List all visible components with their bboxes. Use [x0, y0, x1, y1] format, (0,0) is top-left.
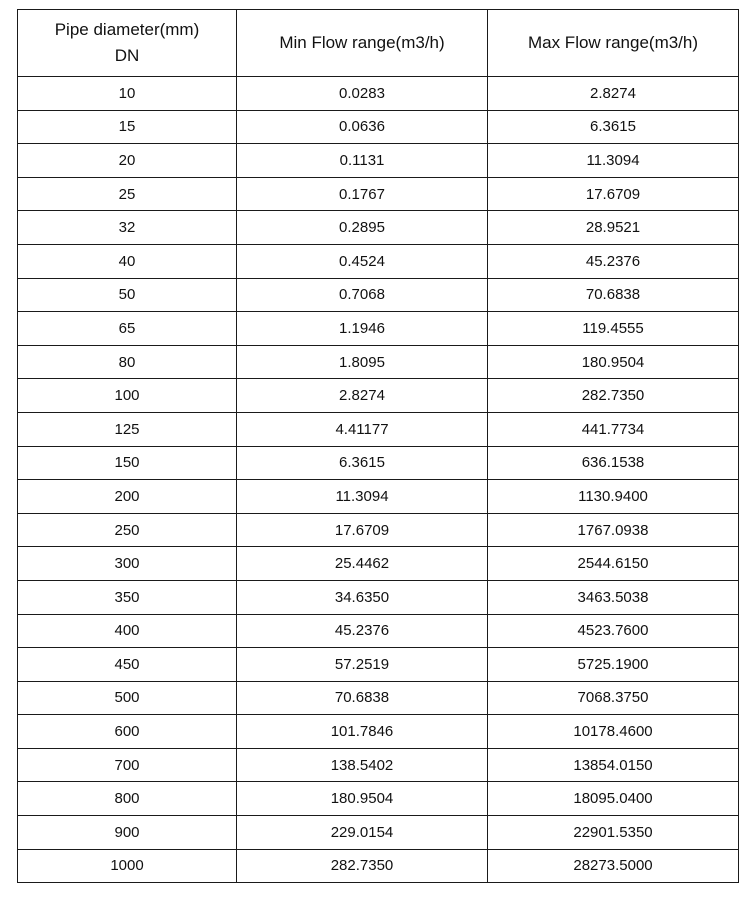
cell-min-flow: 1.1946: [237, 312, 488, 346]
cell-dn: 15: [18, 110, 237, 144]
table-row: [18, 77, 739, 111]
cell-max-flow: 6.3615: [488, 110, 739, 144]
table-row: [18, 211, 739, 245]
cell-max-flow: 17.6709: [488, 177, 739, 211]
header-max-flow: Max Flow range(m3/h): [488, 10, 739, 77]
cell-dn: 300: [18, 547, 237, 581]
cell-dn: 700: [18, 748, 237, 782]
cell-max-flow: 3463.5038: [488, 580, 739, 614]
flow-range-table-container: [17, 9, 738, 883]
cell-max-flow: 70.6838: [488, 278, 739, 312]
header-pipe-diameter: [18, 10, 237, 77]
cell-dn: 600: [18, 715, 237, 749]
header-pipe-diameter-line2: DN: [114, 46, 140, 65]
cell-min-flow: 0.0636: [237, 110, 488, 144]
table-row: [18, 547, 739, 581]
table-row: [18, 144, 739, 178]
cell-dn: 150: [18, 446, 237, 480]
table-row: [18, 312, 739, 346]
cell-max-flow: 1767.0938: [488, 513, 739, 547]
table-row: [18, 480, 739, 514]
cell-min-flow: 45.2376: [237, 614, 488, 648]
cell-dn: 1000: [18, 849, 237, 883]
cell-max-flow: 5725.1900: [488, 648, 739, 682]
table-row: [18, 379, 739, 413]
cell-max-flow: 22901.5350: [488, 816, 739, 850]
table-row: [18, 614, 739, 648]
cell-dn: 125: [18, 412, 237, 446]
table-row: [18, 446, 739, 480]
cell-min-flow: 6.3615: [237, 446, 488, 480]
cell-min-flow: 70.6838: [237, 681, 488, 715]
table-body: [18, 77, 739, 883]
cell-dn: 350: [18, 580, 237, 614]
cell-dn: 450: [18, 648, 237, 682]
cell-max-flow: 636.1538: [488, 446, 739, 480]
cell-dn: 80: [18, 345, 237, 379]
cell-dn: 40: [18, 244, 237, 278]
table-row: [18, 681, 739, 715]
table-row: [18, 715, 739, 749]
cell-min-flow: 57.2519: [237, 648, 488, 682]
cell-max-flow: 2544.6150: [488, 547, 739, 581]
cell-dn: 25: [18, 177, 237, 211]
table-header-row: [18, 10, 739, 77]
cell-min-flow: 0.4524: [237, 244, 488, 278]
cell-max-flow: 180.9504: [488, 345, 739, 379]
cell-min-flow: 17.6709: [237, 513, 488, 547]
table-row: [18, 110, 739, 144]
cell-max-flow: 18095.0400: [488, 782, 739, 816]
cell-max-flow: 7068.3750: [488, 681, 739, 715]
cell-dn: 50: [18, 278, 237, 312]
cell-min-flow: 1.8095: [237, 345, 488, 379]
cell-min-flow: 34.6350: [237, 580, 488, 614]
cell-max-flow: 4523.7600: [488, 614, 739, 648]
cell-min-flow: 0.2895: [237, 211, 488, 245]
cell-max-flow: 28273.5000: [488, 849, 739, 883]
cell-dn: 10: [18, 77, 237, 111]
cell-min-flow: 0.1131: [237, 144, 488, 178]
cell-min-flow: 0.7068: [237, 278, 488, 312]
cell-max-flow: 1130.9400: [488, 480, 739, 514]
cell-dn: 20: [18, 144, 237, 178]
cell-min-flow: 11.3094: [237, 480, 488, 514]
table-row: [18, 849, 739, 883]
table-row: [18, 244, 739, 278]
table-row: [18, 816, 739, 850]
cell-dn: 900: [18, 816, 237, 850]
table-row: [18, 513, 739, 547]
cell-min-flow: 25.4462: [237, 547, 488, 581]
table-row: [18, 580, 739, 614]
cell-max-flow: 10178.4600: [488, 715, 739, 749]
cell-min-flow: 0.1767: [237, 177, 488, 211]
table-row: [18, 412, 739, 446]
cell-min-flow: 180.9504: [237, 782, 488, 816]
cell-min-flow: 2.8274: [237, 379, 488, 413]
cell-min-flow: 4.41177: [237, 412, 488, 446]
table-row: [18, 748, 739, 782]
cell-min-flow: 229.0154: [237, 816, 488, 850]
cell-min-flow: 0.0283: [237, 77, 488, 111]
table-row: [18, 345, 739, 379]
cell-max-flow: 11.3094: [488, 144, 739, 178]
cell-max-flow: 119.4555: [488, 312, 739, 346]
cell-dn: 800: [18, 782, 237, 816]
table-row: [18, 177, 739, 211]
header-min-flow: Min Flow range(m3/h): [237, 10, 488, 77]
cell-dn: 100: [18, 379, 237, 413]
cell-max-flow: 45.2376: [488, 244, 739, 278]
cell-max-flow: 441.7734: [488, 412, 739, 446]
cell-dn: 250: [18, 513, 237, 547]
cell-dn: 400: [18, 614, 237, 648]
table-row: [18, 648, 739, 682]
cell-min-flow: 101.7846: [237, 715, 488, 749]
cell-dn: 500: [18, 681, 237, 715]
header-pipe-diameter-line1: Pipe diameter(mm): [54, 20, 200, 39]
cell-dn: 200: [18, 480, 237, 514]
cell-min-flow: 138.5402: [237, 748, 488, 782]
cell-max-flow: 2.8274: [488, 77, 739, 111]
cell-max-flow: 282.7350: [488, 379, 739, 413]
cell-dn: 65: [18, 312, 237, 346]
cell-max-flow: 28.9521: [488, 211, 739, 245]
table-row: [18, 782, 739, 816]
cell-max-flow: 13854.0150: [488, 748, 739, 782]
table-row: [18, 278, 739, 312]
cell-dn: 32: [18, 211, 237, 245]
cell-min-flow: 282.7350: [237, 849, 488, 883]
flow-range-table: [17, 9, 739, 883]
